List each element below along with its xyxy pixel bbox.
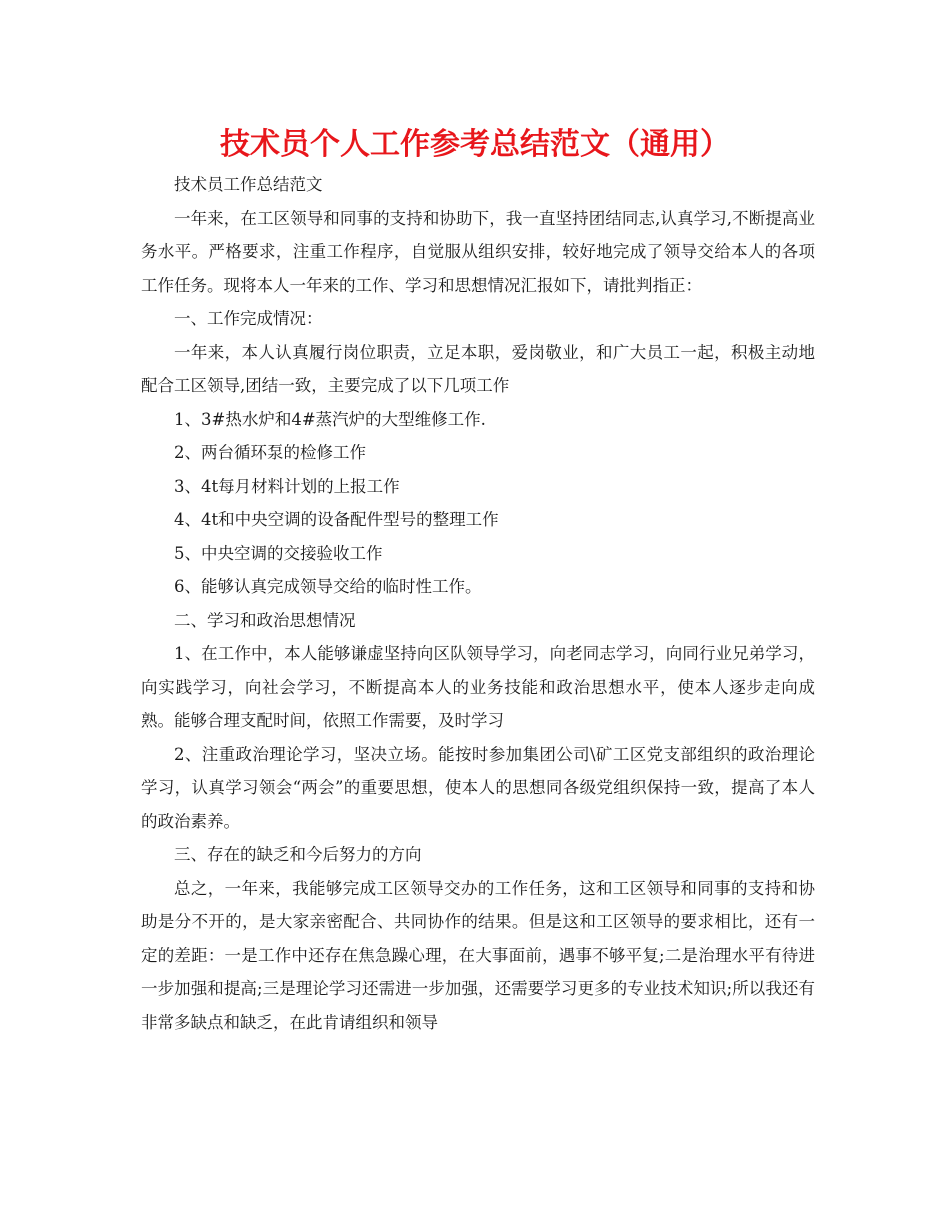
- paragraph-subtitle: 技术员工作总结范文: [174, 175, 323, 194]
- section-heading-1: 一、工作完成情况：: [174, 309, 323, 328]
- paragraph-work-summary: 一年来，本人认真履行岗位职责，立足本职，爱岗敬业，和广大员工一起，积极主动地配合工区领导,团结一致，主要完成了以下几项工作: [141, 342, 815, 395]
- list-item: 4、4t和中央空调的设备配件型号的整理工作: [174, 510, 499, 529]
- paragraph-study-2: 2、注重政治理论学习，坚决立场。能按时参加集团公司\矿工区党支部组织的政治理论学习，认真学习领会“两会”的重要思想，使本人的思想同各级党组织保持一致，提高了本人的政治素养。: [141, 744, 815, 831]
- section-heading-2: 二、学习和政治思想情况: [174, 610, 356, 630]
- list-item: 2、两台循环泵的检修工作: [174, 443, 366, 462]
- list-item: 3、4t每月材料计划的上报工作: [174, 476, 400, 496]
- paragraph-conclusion: 总之，一年来，我能够完成工区领导交办的工作任务，这和工区领导和同事的支持和协助是分不开的，是大家亲密配合、共同协作的结果。但是这和工区领导的要求相比，还有一定的差距：一是工作中还存在焦急躁心理，在大事面前，遇事不够平复;二是治理水平有待进一步加强和提高;三是理论学习还需进一步加强，还需要学习更多的专业技术知识;所以我还有非常多缺点和缺乏，在此肯请组织和领导: [141, 878, 815, 1032]
- list-item: 5、中央空调的交接验收工作: [174, 543, 383, 563]
- paragraph-intro: 一年来，在工区领导和同事的支持和协助下，我一直坚持团结同志,认真学习,不断提高业务水平。严格要求，注重工作程序，自觉服从组织安排，较好地完成了领导交给本人的各项工作任务。现将本人一年来的工作、学习和思想情况汇报如下，请批判指正：: [141, 208, 815, 295]
- document-body: [141, 168, 815, 1039]
- list-item: 1、3#热水炉和4#蒸汽炉的大型维修工作.: [174, 409, 486, 429]
- paragraph-study-1: 1、在工作中，本人能够谦虚坚持向区队领导学习，向老同志学习，向同行业兄弟学习，向实践学习，向社会学习，不断提高本人的业务技能和政治思想水平，使本人逐步走向成熟。能够合理支配时间，依照工作需要，及时学习: [141, 644, 815, 730]
- section-heading-3: 三、存在的缺乏和今后努力的方向: [174, 845, 422, 864]
- list-item: 6、能够认真完成领导交给的临时性工作。: [174, 577, 482, 596]
- document-title: 技术员个人工作参考总结范文（通用）: [220, 127, 730, 162]
